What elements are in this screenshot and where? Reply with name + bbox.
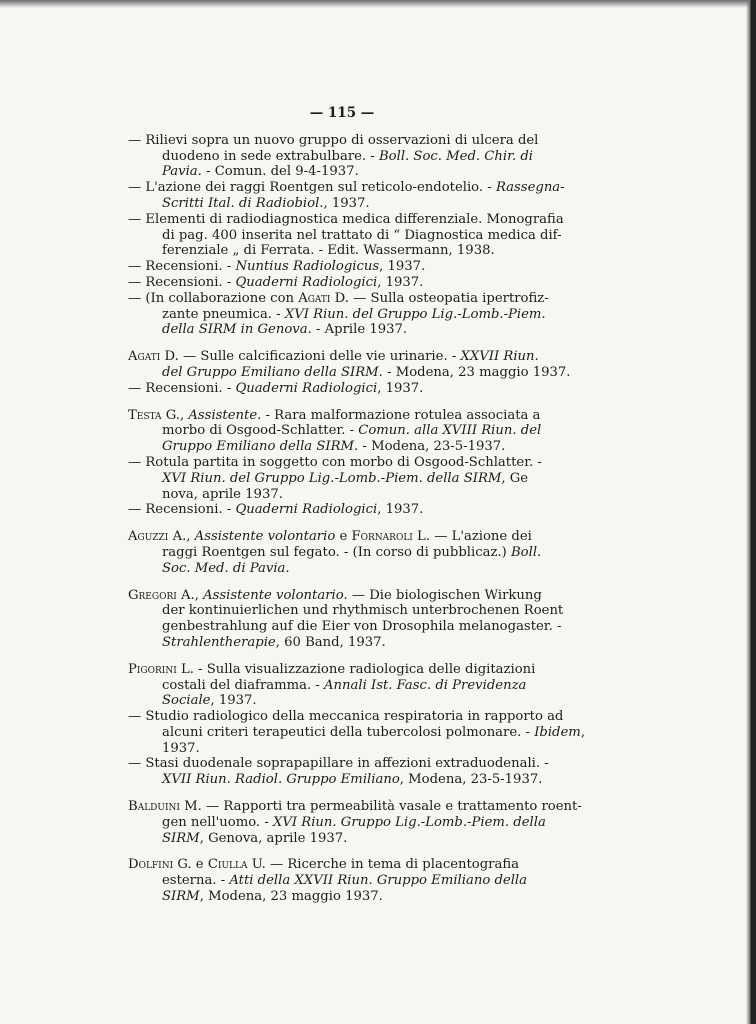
citation-source: Strahlentherapie [162, 634, 276, 650]
text-run: , Genova, aprile 1937. [199, 830, 348, 846]
text-run: - Modena, 23-5-1937. [358, 439, 506, 455]
author-name: Fornaroli [351, 529, 413, 545]
entry-line [128, 635, 556, 651]
author-name: Ciulla [207, 857, 248, 873]
text-run: , Ge [501, 470, 529, 486]
entry-line [128, 662, 556, 678]
bibliography-entry [128, 502, 556, 518]
entry-line [128, 619, 562, 635]
entry-line [128, 709, 564, 725]
bibliography-entry [128, 662, 556, 709]
citation-source: Ibidem [534, 724, 581, 740]
bibliography-list [128, 132, 586, 905]
text-run: nova, aprile 1937. [162, 486, 283, 502]
text-run: — Stasi duodenale soprapapillare in affezioni extraduodenali. - [128, 756, 549, 772]
text-run: , Modena, 23 maggio 1937. [199, 889, 383, 905]
bibliography-entry [128, 291, 556, 338]
text-run: — L'azione dei raggi Roentgen sul reticolo-endotelio. - [128, 180, 496, 196]
text-run: genbestrahlung auf die Eier von Drosophila melanogaster. - [162, 619, 562, 635]
entry-line [128, 831, 556, 847]
text-run: U. — Ricerche in tema di placentografia [247, 857, 520, 873]
text-run: , 1937. [377, 502, 424, 518]
entry-line [128, 439, 556, 455]
text-run: — Recensioni. - [128, 380, 236, 396]
entry-line [128, 291, 556, 307]
bibliography-entry [128, 455, 556, 502]
citation-source: Nuntius Radiologicus [235, 259, 380, 275]
text-run: 1937. [162, 740, 200, 756]
citation-source: Boll. Soc. Med. Chir. di [378, 148, 533, 164]
text-run: M. — Rapporti tra permeabilità vasale e trattamento roent- [179, 799, 582, 815]
entry-line [128, 471, 556, 487]
text-run: A., [176, 587, 204, 603]
citation-source: Boll. [510, 544, 542, 560]
text-run: - Rara malformazione rotulea associata a [261, 407, 541, 423]
author-name: Dolfini [128, 857, 174, 873]
entry-line [128, 741, 556, 757]
text-run: , 1937. [323, 195, 370, 211]
citation-source: Assistente. [188, 407, 262, 423]
citation-source: Scritti Ital. di Radiobiol. [162, 195, 324, 211]
bibliography-entry [128, 275, 556, 291]
text-run: duodeno in sede extrabulbare. - [162, 148, 379, 164]
bibliography-entry [128, 133, 556, 180]
entry-line [128, 857, 556, 873]
scan-top-edge [0, 0, 756, 8]
author-name: Testa [128, 407, 162, 423]
text-run: — Recensioni. - [128, 502, 236, 518]
citation-source: Quaderni Radiologici [235, 274, 378, 290]
author-name: Agati [298, 290, 331, 306]
entry-line [128, 815, 556, 831]
text-run: G. e [173, 857, 208, 873]
author-name: Aguzzi [128, 529, 169, 545]
text-run: — (In collaborazione con [128, 290, 299, 306]
entry-line [128, 322, 556, 338]
entry-line [128, 349, 556, 365]
author-name: Pigorini [128, 661, 177, 677]
citation-source: Soc. Med. di Pavia. [162, 560, 290, 576]
text-run: — Recensioni. - [128, 274, 236, 290]
entry-line [128, 756, 556, 772]
citation-source: Gruppo Emiliano della SIRM. [162, 439, 359, 455]
text-run: ferenziale „ di Ferrata. - Edit. Wassermann, 1938. [162, 243, 495, 259]
text-run: — Die biologischen Wirkung [347, 587, 542, 603]
entry-line [128, 196, 556, 212]
entry-line [128, 529, 556, 545]
text-run: — Elementi di radiodiagnostica medica differenziale. Monografia [128, 211, 564, 227]
bibliography-entry [128, 709, 586, 756]
entry-line [128, 487, 556, 503]
citation-source: Assistente volontario. [203, 587, 348, 603]
text-run: raggi Roentgen sul fegato. - (In corso di pubblicaz.) [162, 544, 511, 560]
entry-line [128, 561, 556, 577]
text-run: D. — Sulle calcificazioni delle vie urinarie. - [160, 349, 461, 365]
entry-line [128, 180, 565, 196]
page-number: — 115 — [309, 105, 375, 121]
citation-source: XVI Riun. del Gruppo Lig.-Lomb.-Piem. [284, 306, 546, 322]
citation-source: del Gruppo Emiliano della SIRM. [162, 364, 383, 380]
citation-source: della SIRM in Genova. [162, 322, 312, 338]
author-name: Agati [128, 349, 161, 365]
bibliography-entry [128, 756, 556, 788]
entry-line [128, 211, 564, 228]
text-run: alcuni criteri terapeutici della tubercolosi polmonare. - [162, 724, 535, 740]
text-run: e [335, 529, 352, 545]
citation-source: Quaderni Radiologici [235, 380, 378, 396]
citation-source: SIRM [162, 830, 200, 846]
entry-line [128, 799, 582, 815]
text-run: — Rilievi sopra un nuovo gruppo di osservazioni di ulcera del [128, 132, 539, 148]
entry-line [128, 693, 556, 709]
text-run: costali del diaframma. - [162, 677, 325, 693]
scan-right-edge [746, 0, 756, 1024]
citation-source: SIRM [162, 889, 200, 905]
text-run: D. — Sulla osteopatia ipertrofiz- [330, 290, 549, 306]
text-run: , 1937. [377, 274, 424, 290]
bibliography-entry [128, 587, 564, 651]
bibliography-entry [128, 349, 571, 381]
citation-source: XVII Riun. Radiol. Gruppo Emiliano [162, 772, 400, 788]
citation-source: Annali Ist. Fasc. di Previdenza [324, 677, 527, 693]
citation-source: XXVII Riun. [460, 349, 539, 365]
entry-line [128, 603, 564, 619]
text-run: L. — L'azione dei [412, 529, 532, 545]
document-page [128, 105, 586, 905]
citation-source: Rassegna- [495, 180, 565, 196]
entry-line [128, 588, 556, 604]
text-run: , 1937. [379, 259, 426, 275]
text-run: — Studio radiologico della meccanica respiratoria in rapporto ad [128, 709, 564, 725]
citation-source: XVI Riun. del Gruppo Lig.-Lomb.-Piem. della SIRM [162, 470, 502, 486]
text-run: morbo di Osgood-Schlatter. - [162, 423, 359, 439]
bibliography-entry [128, 259, 556, 275]
author-name: Gregori [128, 587, 177, 603]
entry-line [128, 275, 556, 291]
bibliography-entry [128, 211, 564, 259]
text-run: zante pneumica. - [162, 306, 285, 322]
bibliography-entry [128, 381, 556, 397]
citation-source: Atti della XXVII Riun. Gruppo Emiliano della [229, 873, 528, 889]
entry-line [128, 873, 556, 889]
text-run: L. - Sulla visualizzazione radiologica delle digitazioni [176, 661, 536, 677]
citation-source: Sociale [162, 693, 211, 709]
bibliography-entry [128, 799, 582, 846]
text-run: - Aprile 1937. [311, 322, 408, 338]
entry-line [128, 133, 556, 149]
text-run: - Modena, 23 maggio 1937. [382, 364, 571, 380]
entry-line [128, 149, 556, 165]
bibliography-entry [128, 180, 565, 212]
entry-line [128, 364, 571, 381]
text-run: G., [161, 407, 189, 423]
entry-line [128, 381, 556, 397]
text-run: , Modena, 23-5-1937. [399, 772, 543, 788]
text-run: - Comun. del 9-4-1937. [201, 164, 359, 180]
entry-line [128, 243, 556, 259]
text-run: gen nell'uomo. - [162, 814, 273, 830]
citation-source: Comun. alla XVIII Riun. del [358, 423, 542, 439]
text-run: esterna. - [162, 873, 230, 889]
bibliography-entry [128, 529, 556, 576]
citation-source: Quaderni Radiologici [235, 502, 378, 518]
entry-line [128, 772, 556, 788]
entry-line [128, 259, 556, 275]
entry-line [128, 545, 556, 561]
citation-source: Pavia. [162, 164, 202, 180]
text-run: , [580, 724, 586, 740]
entry-line [128, 227, 562, 244]
text-run: der kontinuierlichen und rhythmisch unterbrochenen Roent [162, 603, 564, 619]
entry-line [128, 724, 586, 741]
author-name: Balduini [128, 799, 180, 815]
citation-source: XVI Riun. Gruppo Lig.-Lomb.-Piem. della [272, 814, 546, 830]
entry-line [128, 408, 556, 424]
entry-line [128, 307, 556, 323]
text-run: A., [168, 529, 195, 545]
text-run: — Recensioni. - [128, 259, 236, 275]
bibliography-entry [128, 408, 556, 455]
text-run: , 1937. [210, 693, 257, 709]
entry-line [128, 455, 556, 471]
entry-line [128, 502, 556, 518]
citation-source: Assistente volontario [194, 529, 336, 545]
text-run: — Rotula partita in soggetto con morbo di Osgood-Schlatter. - [128, 454, 542, 470]
entry-line [128, 889, 556, 905]
entry-line [128, 164, 556, 180]
text-run: , 1937. [377, 380, 424, 396]
bibliography-entry [128, 857, 556, 904]
text-run: , 60 Band, 1937. [275, 634, 386, 650]
entry-line [128, 423, 556, 439]
entry-line [128, 678, 556, 694]
text-run: di pag. 400 inserita nel trattato di “ Diagnostica medica dif- [162, 227, 562, 243]
